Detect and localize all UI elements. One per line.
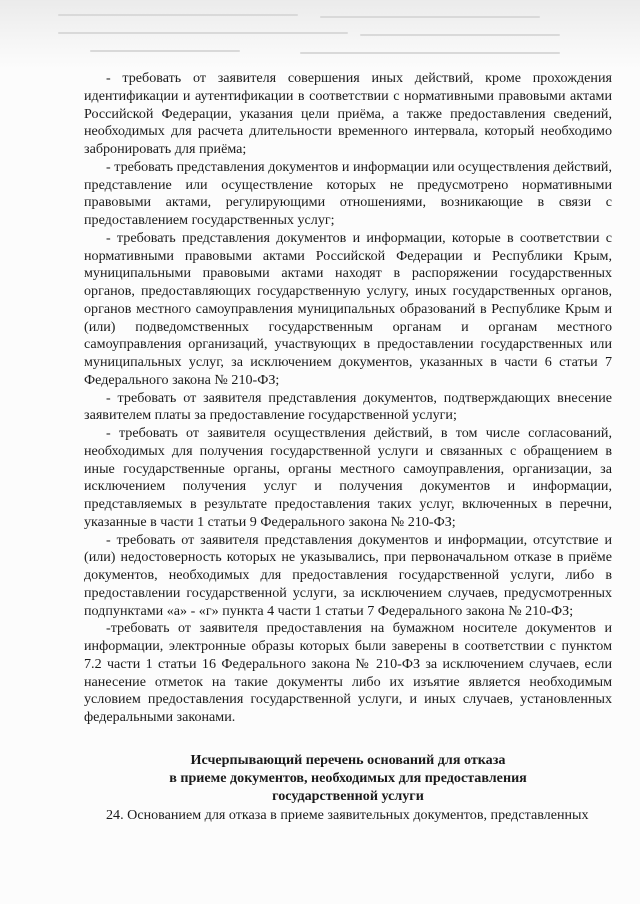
heading-line: Исчерпывающий перечень оснований для отказа bbox=[190, 752, 506, 768]
list-item: - требовать от заявителя представления документов и информации, отсутствие и (или) недостоверность которых не указывались, при первоначальном отказе в приёме документов, необходимых для предоставления государственной услуги, либо в предоставлении государственной услуги, за исключением случаев, предусмотренных подпунктами «а» - «г» пункта 4 части 1 статьи 7 Федерального закона № 210-ФЗ; bbox=[84, 531, 612, 619]
scan-bleed-through bbox=[0, 0, 640, 70]
heading-line: в приеме документов, необходимых для предоставления bbox=[169, 770, 527, 786]
list-item: -требовать от заявителя предоставления на бумажном носителе документов и информации, электронные образы которых были заверены в соответствии с пунктом 7.2 части 1 статьи 16 Федерального закона № 210-ФЗ за исключением случаев, если нанесение отметок на такие документы либо их изъятие является необходимым условием предоставления государственной услуги, и иных случаев, установленных федеральными законами. bbox=[84, 620, 612, 725]
heading-line: государственной услуги bbox=[272, 788, 424, 804]
list-item: - требовать представления документов и информации или осуществления действий, представление или осуществление которых не предусмотрено нормативными правовыми актами, регулирующими отношениями, возникающие в связи с предоставлением государственных услуг; bbox=[84, 158, 612, 228]
list-item: - требовать от заявителя представления документов, подтверждающих внесение заявителем платы за предоставление государственной услуги; bbox=[84, 389, 612, 424]
list-item: - требовать от заявителя совершения иных действий, кроме прохождения идентификации и аутентификации в соответствии с нормативными правовыми актами Российской Федерации, указания цели приёма, а также предоставления сведений, необходимых для расчета длительности временного интервала, который необходимо забронировать для приёма; bbox=[84, 70, 612, 157]
section-heading bbox=[84, 751, 612, 805]
list-item: - требовать представления документов и информации, которые в соответствии с нормативными правовыми актами Российской Федерации и Республики Крым, муниципальными правовыми актами находят в распоряжении государственных органов, предоставляющих государственную услугу, иных государственных органов, органов местного самоуправления муниципальных образований в Республике Крым и (или) подведомственных государственным органам и органам местного самоуправления организаций, участвующих в предоставлении государственных или муниципальных услуг, за исключением документов, указанных в части 6 статьи 7 Федерального закона № 210-ФЗ; bbox=[84, 229, 612, 388]
list-item: - требовать от заявителя осуществления действий, в том числе согласований, необходимых для получения государственной услуги и связанных с обращением в иные государственные органы, органы местного самоуправления, организации, за исключением получения услуг и получения документов и информации, представляемых в результате предоставления таких услуг, включенных в перечни, указанные в части 1 статьи 9 Федерального закона № 210-ФЗ; bbox=[84, 425, 612, 530]
requirements-list bbox=[84, 70, 612, 727]
paragraph-24: 24. Основанием для отказа в приеме заявительных документов, представленных bbox=[106, 807, 589, 823]
